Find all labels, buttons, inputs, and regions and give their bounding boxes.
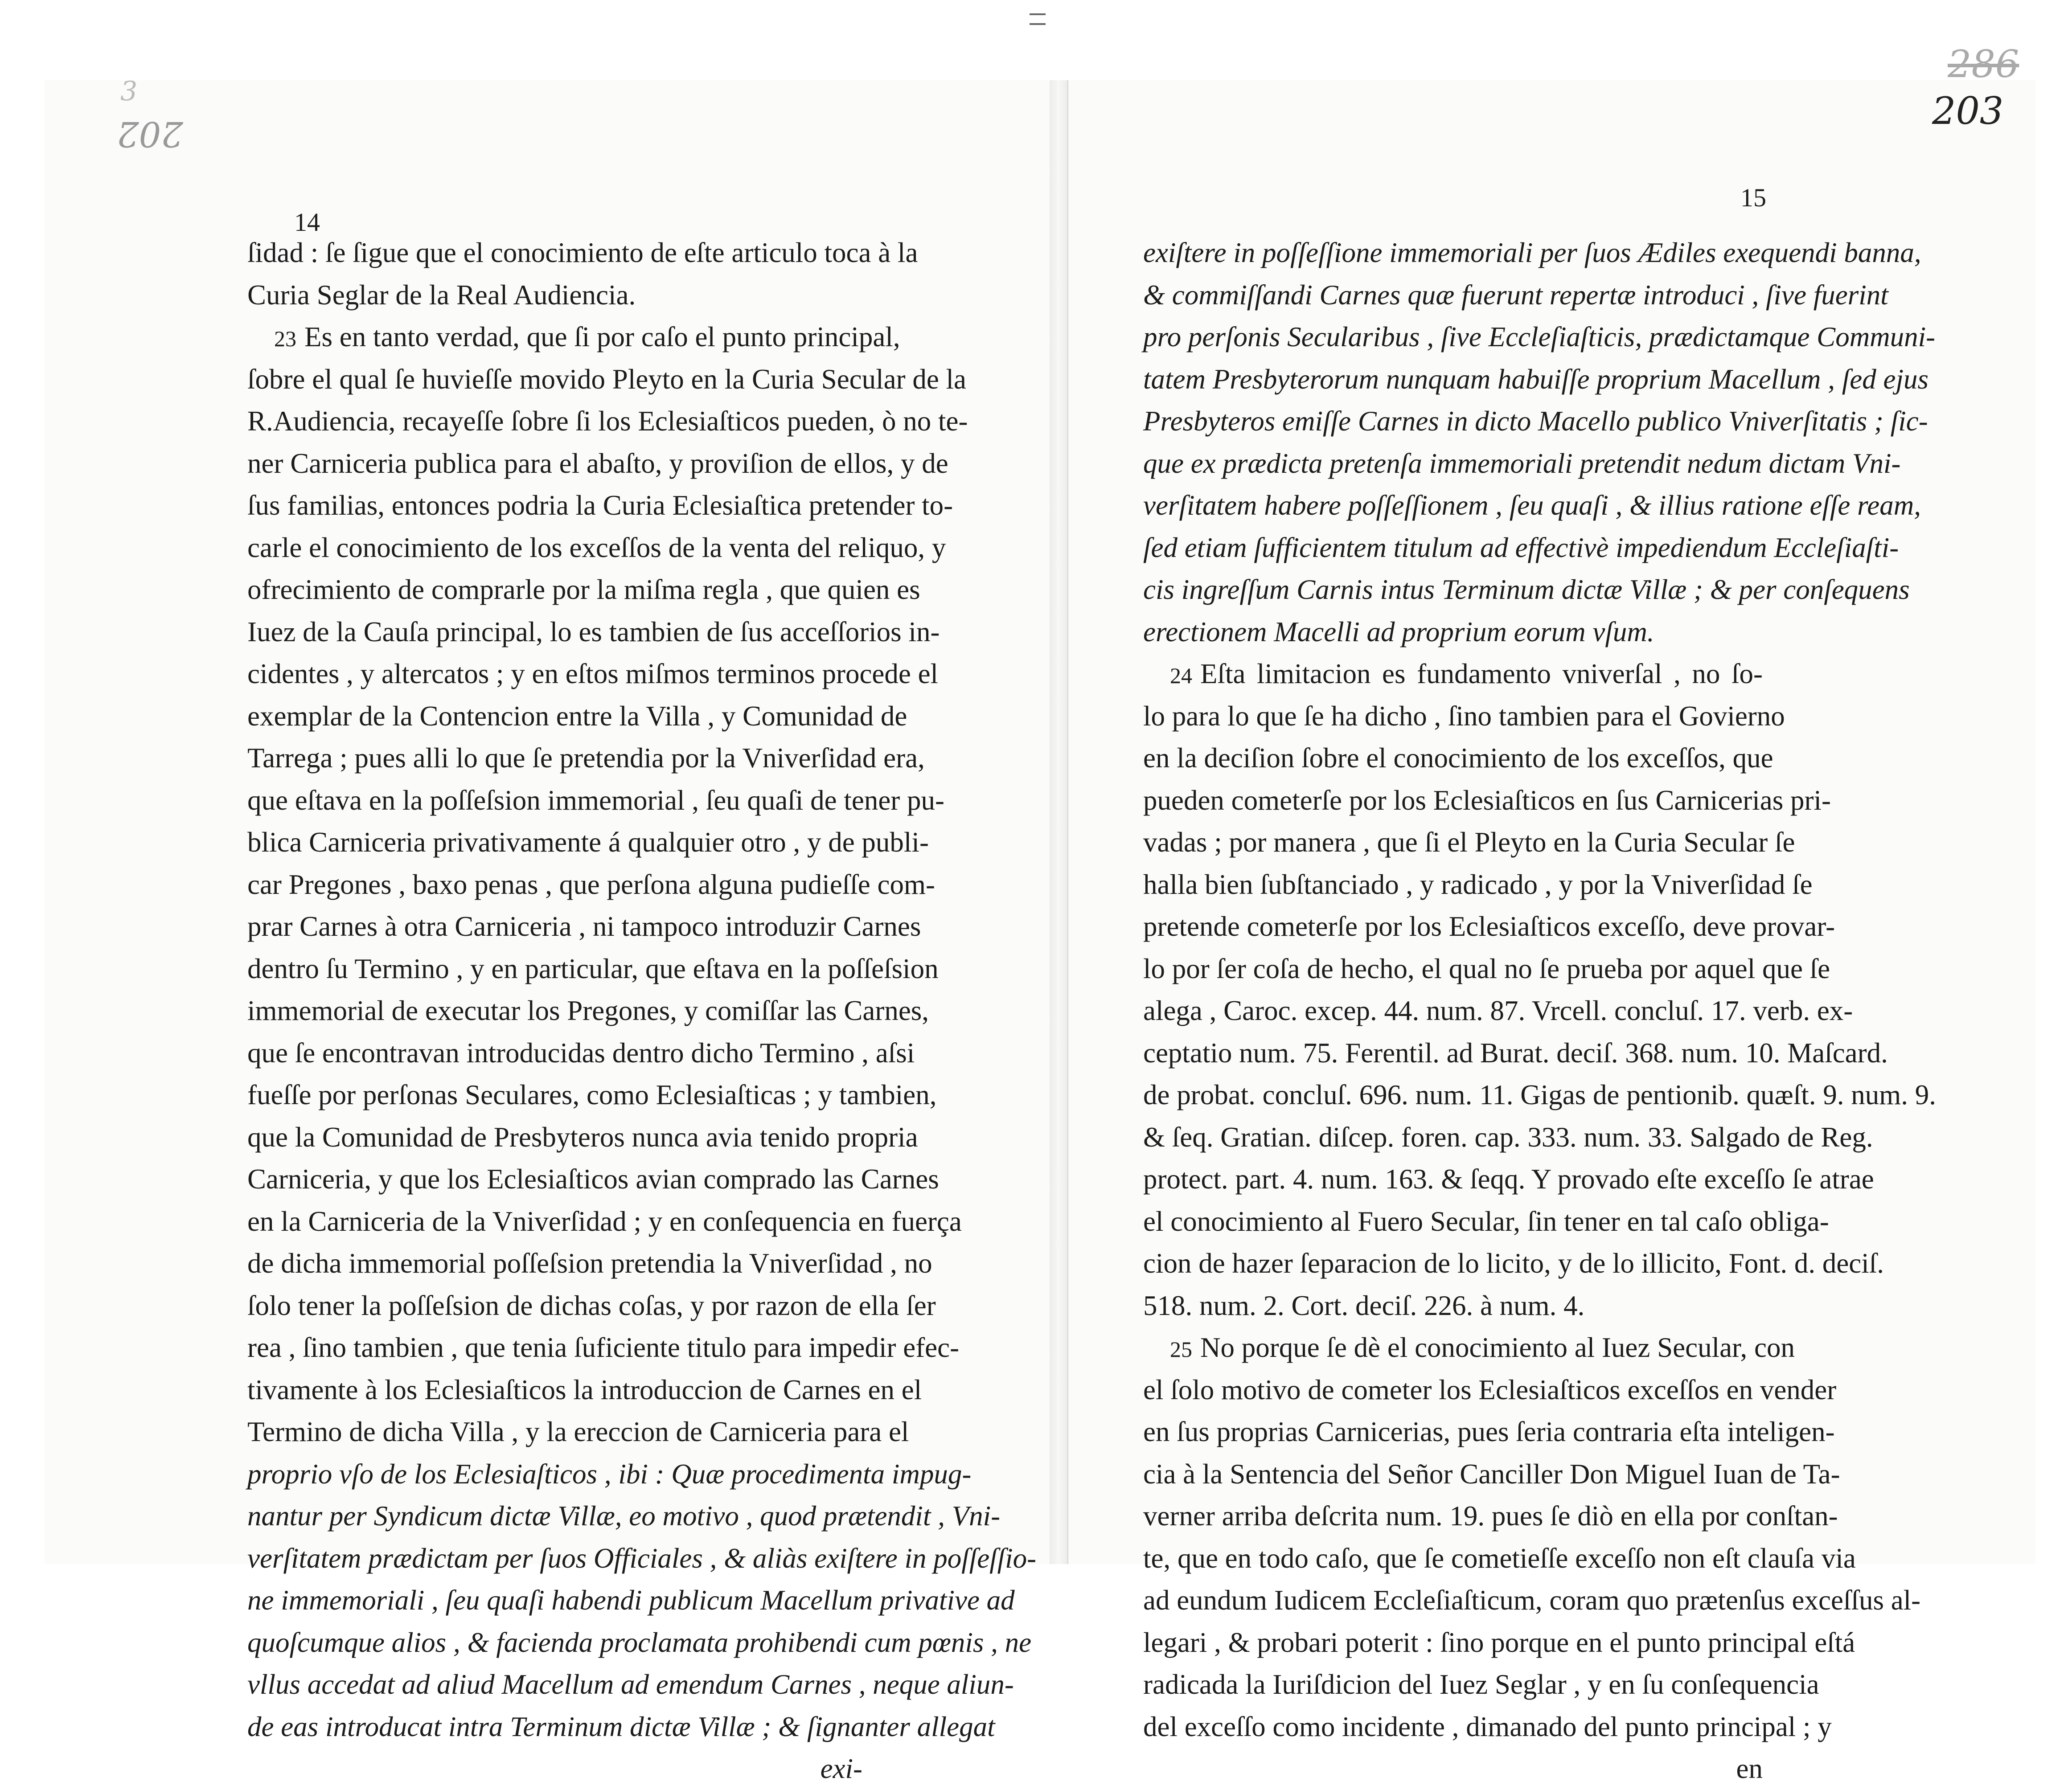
text-line-content: proprio vſo de los Eclesiaſticos , ibi : Quæ procedimenta impug- xyxy=(247,1458,972,1490)
text-line xyxy=(1143,1495,1838,1537)
text-line xyxy=(1143,1622,1855,1664)
text-line xyxy=(1143,484,1921,527)
text-line xyxy=(247,442,948,485)
text-line-content: nantur per Syndicum dictæ Villæ, eo motivo , quod prætendit , Vni- xyxy=(247,1500,1001,1532)
text-line xyxy=(247,527,946,569)
text-line xyxy=(1143,990,1853,1032)
text-line xyxy=(1143,400,1928,442)
text-line-content: verſitatem habere poſſeſſionem , ſeu quaſi , & illius ratione eſſe ream, xyxy=(1143,490,1921,521)
text-line-content: Tarrega ; pues alli lo que ſe pretendia por la Vniverſidad era, xyxy=(247,742,925,774)
text-line-content: pro perſonis Secularibus , ſive Eccleſiaſticis, prædictamque Communi- xyxy=(1143,321,1936,352)
text-line xyxy=(247,990,929,1032)
book-gutter xyxy=(1050,80,1067,1564)
text-line-content: ſidad : ſe ſigue que el conocimiento de eſte articulo toca à la xyxy=(247,237,918,268)
text-line xyxy=(247,864,935,906)
text-line xyxy=(247,1074,937,1116)
text-line xyxy=(247,1622,1032,1664)
text-line xyxy=(247,695,907,737)
text-line-content: ceptatio num. 75. Ferentil. ad Burat. deciſ. 368. num. 10. Maſcard. xyxy=(1143,1037,1888,1069)
text-line xyxy=(247,1495,1001,1537)
text-line-content: que ſe encontravan introducidas dentro dicho Termino , aſsi xyxy=(247,1037,915,1069)
text-line-content: exiſtere in poſſeſſione immemoriali per ſuos Ædiles exequendi banna, xyxy=(1143,237,1921,268)
text-line xyxy=(1143,527,1899,569)
text-line xyxy=(1143,569,1910,611)
left-page-number: 14 xyxy=(294,208,320,237)
text-line xyxy=(1143,1453,1840,1495)
text-line-content: protect. part. 4. num. 163. & ſeqq. Y provado eſte exceſſo ſe atrae xyxy=(1143,1163,1874,1195)
text-line xyxy=(247,1327,960,1369)
text-line-content: Eſta limitacion es fundamento vniverſal , no ſo- xyxy=(1200,658,1763,689)
text-line xyxy=(1143,1663,1819,1706)
right-handwritten-folio: 203 xyxy=(1932,89,2004,133)
text-line-content: Termino de dicha Villa , y la ereccion de Carniceria para el xyxy=(247,1416,909,1447)
text-line-content: que eſtava en la poſſeſsion immemorial , ſeu quaſi de tener pu- xyxy=(247,784,944,816)
text-line xyxy=(1143,232,1921,274)
text-line-content: Curia Seglar de la Real Audiencia. xyxy=(247,279,636,311)
text-line-content: pueden cometerſe por los Eclesiaſticos en ſus Carnicerias pri- xyxy=(1143,784,1831,816)
text-line-content: ſus familias, entonces podria la Curia Eclesiaſtica pretender to- xyxy=(247,490,953,521)
text-line-content: ſolo tener la poſſeſsion de dichas coſas, y por razon de ella ſer xyxy=(247,1290,936,1321)
text-line xyxy=(247,948,939,990)
text-line-content: tivamente à los Eclesiaſticos la introduccion de Carnes en el xyxy=(247,1374,922,1405)
text-line-content: ſobre el qual ſe huvieſſe movido Pleyto en la Curia Secular de la xyxy=(247,363,967,395)
text-line xyxy=(1143,1369,1837,1411)
text-line-content: blica Carniceria privativamente á qualquier otro , y de publi- xyxy=(247,827,929,858)
left-text-column xyxy=(247,232,1037,1790)
text-line xyxy=(1143,442,1901,485)
text-line xyxy=(247,1453,972,1495)
text-line xyxy=(247,569,920,611)
text-line-content: carle el conocimiento de los exceſſos de la venta del reliquo, y xyxy=(247,532,946,563)
right-page-number: 15 xyxy=(1740,183,1766,212)
text-line xyxy=(1143,779,1831,822)
right-handwritten-struck-folio: 286 xyxy=(1948,42,2019,86)
text-line xyxy=(1143,1327,1795,1369)
text-line xyxy=(247,737,925,779)
text-line-content: el conocimiento al Fuero Secular, ſin tener en tal caſo obliga- xyxy=(1143,1205,1829,1237)
text-line-content: dentro ſu Termino , y en particular, que eſtava en la poſſeſsion xyxy=(247,953,939,984)
text-line-content: verner arriba deſcrita num. 19. pues ſe diò en ella por conſtan- xyxy=(1143,1500,1838,1532)
text-line-content: Iuez de la Cauſa principal, lo es tambien de ſus acceſſorios in- xyxy=(247,616,940,647)
text-line-content: ne immemoriali , ſeu quaſi habendi publicum Macellum privative ad xyxy=(247,1585,1015,1616)
text-line-content: el ſolo motivo de cometer los Eclesiaſticos exceſſos en vender xyxy=(1143,1374,1837,1405)
scan-mark xyxy=(1030,13,1046,15)
paragraph-number: 25 xyxy=(1170,1337,1192,1362)
text-line-content: prar Carnes à otra Carniceria , ni tampoco introduzir Carnes xyxy=(247,911,921,942)
text-line xyxy=(247,316,900,358)
text-line xyxy=(1143,1116,1873,1159)
text-line-content: quoſcumque alios , & facienda proclamata prohibendi cum pœnis , ne xyxy=(247,1626,1032,1658)
text-line xyxy=(1143,1200,1829,1243)
text-line xyxy=(247,821,929,864)
text-line-content: cia à la Sentencia del Señor Canciller Don Miguel Iuan de Ta- xyxy=(1143,1458,1840,1490)
text-line-content: Presbyteros emiſſe Carnes in dicto Macello publico Vniverſitatis ; ſic- xyxy=(1143,406,1928,437)
text-line-content: radicada la Iuriſdicion del Iuez Seglar , y en ſu conſequencia xyxy=(1143,1669,1819,1700)
text-line-content: cis ingreſſum Carnis intus Terminum dictæ Villæ ; & per conſequens xyxy=(1143,574,1910,605)
text-line-content: & commiſſandi Carnes quæ fuerunt repertæ introduci , ſive fuerint xyxy=(1143,279,1888,311)
text-line-content: halla bien ſubſtanciado , y radicado , y por la Vniverſidad ſe xyxy=(1143,868,1813,900)
text-line-content: lo para lo que ſe ha dicho , ſino tambien para el Govierno xyxy=(1143,700,1785,732)
text-line-content: ad eundum Iudicem Eccleſiaſticum, coram quo prætenſus exceſſus al- xyxy=(1143,1585,1921,1616)
text-line xyxy=(247,1748,862,1790)
left-handwritten-folio: 202 xyxy=(117,114,183,154)
text-line xyxy=(1143,358,1929,401)
text-line-content: que ex prædicta pretenſa immemoriali pretendit nedum dictam Vni- xyxy=(1143,447,1901,479)
text-line xyxy=(1143,1579,1921,1622)
text-line-content: exi- xyxy=(820,1753,862,1784)
text-line-content: ofrecimiento de comprarle por la miſma regla , que quien es xyxy=(247,574,920,605)
text-line xyxy=(247,653,939,695)
text-line xyxy=(247,1158,939,1200)
text-line xyxy=(1143,611,1763,653)
text-line-content: erectionem Macelli ad proprium eorum vſum. xyxy=(1143,616,1654,647)
text-line xyxy=(1143,1032,1888,1074)
text-line xyxy=(247,358,967,401)
text-line xyxy=(1143,316,1936,358)
paragraph-number: 24 xyxy=(1170,663,1192,688)
text-line xyxy=(247,1116,918,1159)
text-line xyxy=(1143,1537,1856,1580)
text-line xyxy=(1143,653,1763,695)
text-line xyxy=(1143,1158,1874,1200)
scan-mark xyxy=(1030,23,1046,25)
text-line-content: que la Comunidad de Presbyteros nunca avia tenido propria xyxy=(247,1121,918,1153)
text-line-content: verſitatem prædictam per ſuos Officiales , & aliàs exiſtere in poſſeſſio- xyxy=(247,1542,1037,1574)
text-line-content: te, que en todo caſo, que ſe cometieſſe exceſſo non eſt clauſa via xyxy=(1143,1542,1856,1574)
text-line xyxy=(247,484,953,527)
text-line xyxy=(247,232,918,274)
text-line-content: lo por ſer coſa de hecho, el qual no ſe prueba por aquel que ſe xyxy=(1143,953,1830,984)
text-line-content: rea , ſino tambien , que tenia ſuficiente titulo para impedir efec- xyxy=(247,1332,960,1363)
left-handwritten-faint-note: 3 xyxy=(120,76,138,107)
text-line-content: R.Audiencia, recayeſſe ſobre ſi los Eclesiaſticos pueden, ò no te- xyxy=(247,406,968,437)
paragraph-number: 23 xyxy=(274,326,296,351)
text-line xyxy=(1143,905,1835,948)
text-line-content: cion de hazer ſeparacion de lo licito, y de lo illicito, Font. d. deciſ. xyxy=(1143,1248,1884,1279)
text-line-content: fueſſe por perſonas Seculares, como Eclesiaſticas ; y tambien, xyxy=(247,1079,937,1110)
text-line-content: legari , & probari poterit : ſino porque en el punto principal eſtá xyxy=(1143,1626,1855,1658)
text-line xyxy=(1143,1285,1763,1327)
text-line xyxy=(1143,1074,1936,1116)
text-line xyxy=(1143,737,1773,779)
text-line-content: en la deciſion ſobre el conocimiento de los exceſſos, que xyxy=(1143,742,1773,774)
text-line xyxy=(247,611,940,653)
text-line xyxy=(247,1579,1015,1622)
text-line xyxy=(1143,864,1813,906)
text-line-content: Es en tanto verdad, que ſi por caſo el punto principal, xyxy=(304,321,900,352)
text-line-content: en ſus proprias Carnicerias, pues ſeria contraria eſta inteligen- xyxy=(1143,1416,1835,1447)
text-line-content: del exceſſo como incidente , dimanado del punto principal ; y xyxy=(1143,1711,1832,1742)
text-line-content: de eas introducat intra Terminum dictæ Villæ ; & ſignanter allegat xyxy=(247,1711,995,1742)
text-line-content: tatem Presbyterorum nunquam habuiſſe proprium Macellum , ſed ejus xyxy=(1143,363,1929,395)
right-text-column xyxy=(1143,232,1936,1790)
text-line xyxy=(1143,274,1888,316)
text-line-content: de probat. concluſ. 696. num. 11. Gigas de pentionib. quæſt. 9. num. 9. xyxy=(1143,1079,1936,1110)
text-line xyxy=(247,1242,932,1285)
text-line-content: alega , Caroc. excep. 44. num. 87. Vrcell. concluſ. 17. verb. ex- xyxy=(1143,995,1853,1026)
text-line-content: en la Carniceria de la Vniverſidad ; y en conſequencia en fuerça xyxy=(247,1205,962,1237)
text-line-content: ſed etiam ſufficientem titulum ad effectivè impediendum Eccleſiaſti- xyxy=(1143,532,1899,563)
text-line xyxy=(247,1537,1037,1580)
text-line xyxy=(247,779,944,822)
text-line-content: de dicha immemorial poſſeſsion pretendia la Vniverſidad , no xyxy=(247,1248,932,1279)
text-line-content: ner Carniceria publica para el abaſto, y proviſion de ellos, y de xyxy=(247,447,948,479)
text-line-content: vllus accedat ad aliud Macellum ad emendum Carnes , neque aliun- xyxy=(247,1669,1014,1700)
text-line xyxy=(247,1411,909,1453)
text-line-content: en xyxy=(1736,1753,1763,1784)
text-line-content: No porque ſe dè el conocimiento al Iuez Secular, con xyxy=(1200,1332,1795,1363)
text-line-content: 518. num. 2. Cort. deciſ. 226. à num. 4. xyxy=(1143,1290,1585,1321)
text-line xyxy=(247,1032,915,1074)
text-line-content: cidentes , y altercatos ; y en eſtos miſmos terminos procede el xyxy=(247,658,939,689)
text-line xyxy=(1143,948,1830,990)
text-line-content: Carniceria, y que los Eclesiaſticos avian comprado las Carnes xyxy=(247,1163,939,1195)
text-line xyxy=(247,1285,936,1327)
text-line-content: exemplar de la Contencion entre la Villa , y Comunidad de xyxy=(247,700,907,732)
text-line xyxy=(1143,1242,1884,1285)
text-line xyxy=(1143,1411,1835,1453)
text-line xyxy=(247,1200,962,1243)
text-line xyxy=(247,1369,922,1411)
text-line-content: immemorial de executar los Pregones, y comiſſar las Carnes, xyxy=(247,995,929,1026)
text-line xyxy=(247,1663,1014,1706)
text-line-content: car Pregones , baxo penas , que perſona alguna pudieſſe com- xyxy=(247,868,935,900)
text-line xyxy=(1143,821,1795,864)
text-line xyxy=(247,400,968,442)
text-line xyxy=(247,905,921,948)
text-line-content: pretende cometerſe por los Eclesiaſticos exceſſo, deve provar- xyxy=(1143,911,1835,942)
text-line-content: & ſeq. Gratian. diſcep. foren. cap. 333. num. 33. Salgado de Reg. xyxy=(1143,1121,1873,1153)
text-line-content: vadas ; por manera , que ſi el Pleyto en la Curia Secular ſe xyxy=(1143,827,1795,858)
text-line xyxy=(1143,1748,1763,1790)
text-line xyxy=(247,274,862,316)
text-line xyxy=(1143,695,1785,737)
text-line xyxy=(247,1706,995,1748)
text-line xyxy=(1143,1706,1832,1748)
